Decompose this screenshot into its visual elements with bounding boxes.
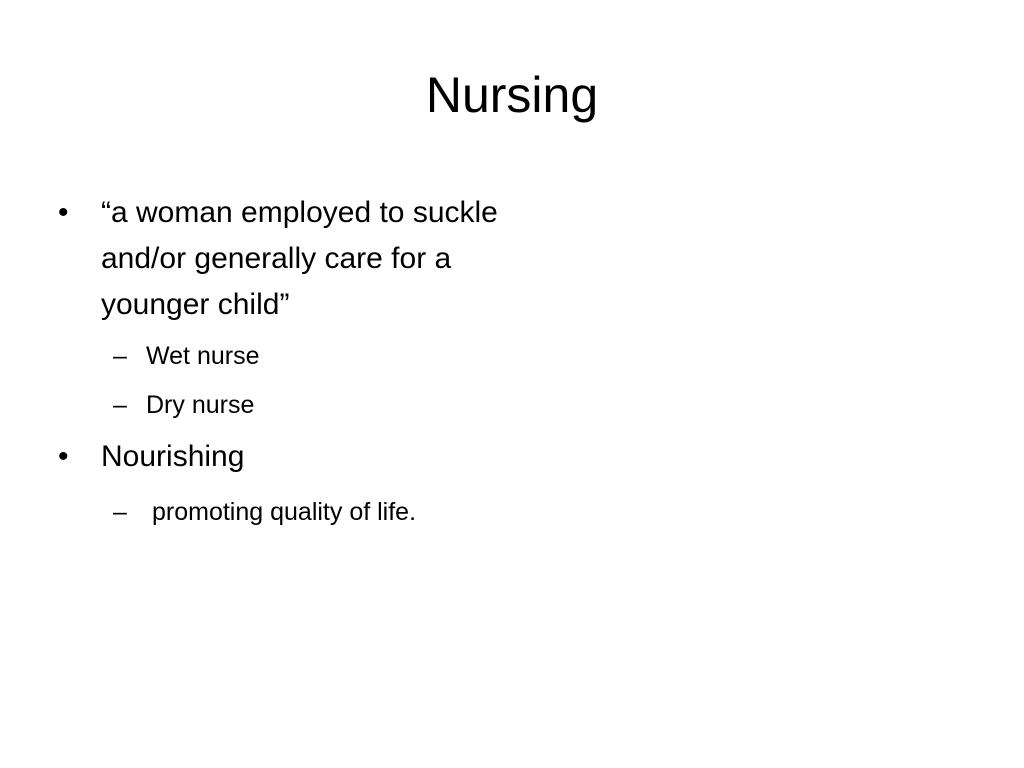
sub-bullet-text: promoting quality of life. xyxy=(152,498,417,526)
bullet-definition xyxy=(58,190,498,328)
sub-bullet-text: Wet nurse xyxy=(146,342,260,370)
sub-bullet-wet-nurse xyxy=(58,335,498,377)
bullet-text: Nourishing xyxy=(101,440,245,473)
bullet-dot-icon xyxy=(58,190,78,236)
sub-bullet-promoting-quality xyxy=(58,491,476,533)
dash-icon xyxy=(113,335,127,377)
slide-content xyxy=(58,190,498,533)
bullet-nourishing xyxy=(58,434,498,480)
sub-bullet-text: Dry nurse xyxy=(146,391,255,419)
dash-icon xyxy=(113,384,127,426)
sub-bullet-dry-nurse xyxy=(58,384,498,426)
bullet-text: “a woman employed to suckle and/or generally care for a younger child” xyxy=(101,196,498,321)
slide-title: Nursing xyxy=(425,67,599,123)
bullet-dot-icon xyxy=(58,434,78,480)
dash-icon xyxy=(113,491,127,533)
